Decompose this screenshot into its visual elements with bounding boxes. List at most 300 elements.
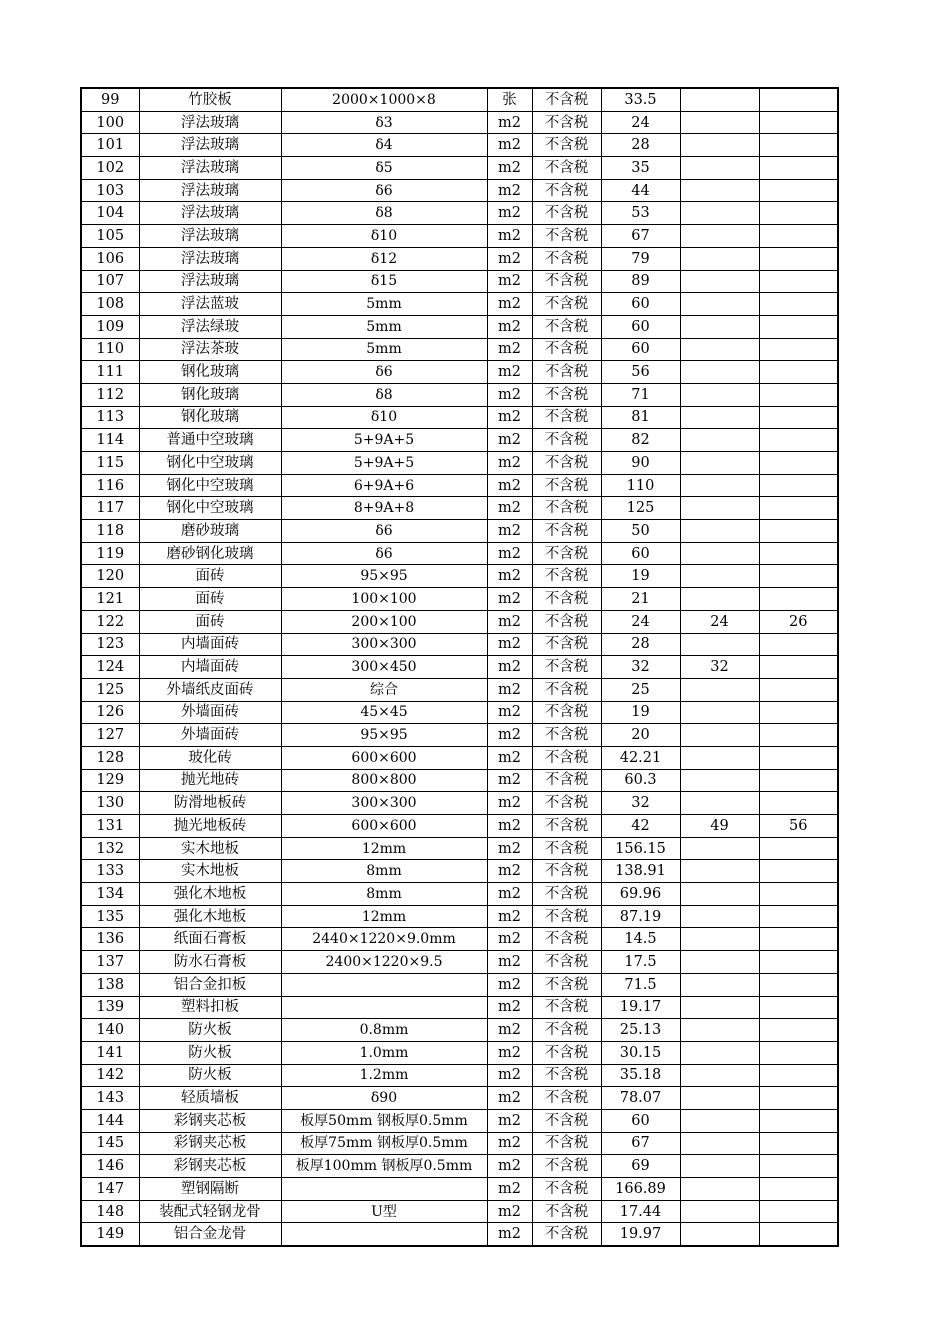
cell-unit: 张 (487, 88, 532, 111)
cell-item-number: 141 (81, 1041, 139, 1064)
table-row (81, 111, 838, 134)
cell-specification: 板厚75mm 钢板厚0.5mm (281, 1132, 487, 1155)
cell-item-number: 143 (81, 1087, 139, 1110)
cell-price: 35 (601, 157, 680, 180)
cell-tax-status: 不含税 (532, 883, 601, 906)
cell-tax-status: 不含税 (532, 111, 601, 134)
cell-material-name: 普通中空玻璃 (139, 429, 281, 452)
cell-unit: m2 (487, 1109, 532, 1132)
cell-unit: m2 (487, 905, 532, 928)
cell-price-3 (759, 202, 838, 225)
cell-price: 30.15 (601, 1041, 680, 1064)
cell-item-number: 115 (81, 452, 139, 475)
table-row (81, 542, 838, 565)
cell-price-3 (759, 497, 838, 520)
cell-tax-status: 不含税 (532, 1200, 601, 1223)
cell-tax-status: 不含税 (532, 338, 601, 361)
table-row (81, 179, 838, 202)
cell-price-2 (680, 542, 759, 565)
table-row (81, 1064, 838, 1087)
table-row (81, 315, 838, 338)
table-row (81, 429, 838, 452)
cell-unit: m2 (487, 134, 532, 157)
cell-unit: m2 (487, 1200, 532, 1223)
cell-unit: m2 (487, 1041, 532, 1064)
cell-material-name: 强化木地板 (139, 905, 281, 928)
cell-unit: m2 (487, 746, 532, 769)
cell-unit: m2 (487, 452, 532, 475)
cell-unit: m2 (487, 383, 532, 406)
cell-specification (281, 1223, 487, 1246)
table-row (81, 293, 838, 316)
table-row (81, 905, 838, 928)
cell-tax-status: 不含税 (532, 542, 601, 565)
cell-material-name: 防火板 (139, 1041, 281, 1064)
table-row (81, 383, 838, 406)
cell-price-2 (680, 928, 759, 951)
cell-specification: 95×95 (281, 724, 487, 747)
cell-unit: m2 (487, 565, 532, 588)
cell-price: 24 (601, 610, 680, 633)
cell-price-2: 24 (680, 610, 759, 633)
cell-price-3 (759, 973, 838, 996)
cell-price-3 (759, 678, 838, 701)
cell-price-3 (759, 883, 838, 906)
cell-tax-status: 不含税 (532, 905, 601, 928)
table-row (81, 406, 838, 429)
cell-item-number: 99 (81, 88, 139, 111)
table-row (81, 746, 838, 769)
cell-price-2 (680, 520, 759, 543)
cell-unit: m2 (487, 724, 532, 747)
cell-unit: m2 (487, 973, 532, 996)
cell-tax-status: 不含税 (532, 361, 601, 384)
cell-item-number: 117 (81, 497, 139, 520)
cell-price-2 (680, 1087, 759, 1110)
cell-price-2 (680, 111, 759, 134)
cell-price-3 (759, 656, 838, 679)
cell-price: 69.96 (601, 883, 680, 906)
cell-material-name: 浮法玻璃 (139, 179, 281, 202)
cell-unit: m2 (487, 1178, 532, 1201)
cell-material-name: 磨砂玻璃 (139, 520, 281, 543)
table-row (81, 338, 838, 361)
cell-specification: U型 (281, 1200, 487, 1223)
table-row (81, 1019, 838, 1042)
cell-price: 78.07 (601, 1087, 680, 1110)
cell-price: 67 (601, 225, 680, 248)
cell-tax-status: 不含税 (532, 996, 601, 1019)
cell-price: 69 (601, 1155, 680, 1178)
cell-price-2 (680, 951, 759, 974)
cell-material-name: 浮法蓝玻 (139, 293, 281, 316)
cell-unit: m2 (487, 860, 532, 883)
cell-price-3 (759, 1200, 838, 1223)
cell-unit: m2 (487, 1019, 532, 1042)
table-row (81, 656, 838, 679)
cell-price: 79 (601, 247, 680, 270)
cell-material-name: 磨砂钢化玻璃 (139, 542, 281, 565)
cell-specification: δ10 (281, 225, 487, 248)
cell-material-name: 强化木地板 (139, 883, 281, 906)
cell-price-3 (759, 837, 838, 860)
cell-tax-status: 不含税 (532, 656, 601, 679)
cell-item-number: 119 (81, 542, 139, 565)
cell-material-name: 浮法玻璃 (139, 270, 281, 293)
table-row (81, 497, 838, 520)
cell-item-number: 124 (81, 656, 139, 679)
cell-price: 24 (601, 111, 680, 134)
cell-unit: m2 (487, 883, 532, 906)
cell-specification: 600×600 (281, 746, 487, 769)
cell-specification: δ6 (281, 179, 487, 202)
cell-unit: m2 (487, 406, 532, 429)
cell-price-3 (759, 724, 838, 747)
cell-price-3 (759, 452, 838, 475)
cell-material-name: 浮法绿玻 (139, 315, 281, 338)
cell-unit: m2 (487, 429, 532, 452)
cell-tax-status: 不含税 (532, 610, 601, 633)
cell-unit: m2 (487, 474, 532, 497)
cell-material-name: 彩钢夹芯板 (139, 1132, 281, 1155)
cell-price-2: 49 (680, 815, 759, 838)
cell-material-name: 实木地板 (139, 860, 281, 883)
cell-price-3 (759, 633, 838, 656)
cell-tax-status: 不含税 (532, 474, 601, 497)
cell-unit: m2 (487, 815, 532, 838)
cell-material-name: 钢化玻璃 (139, 406, 281, 429)
cell-price: 60 (601, 542, 680, 565)
cell-material-name: 钢化玻璃 (139, 361, 281, 384)
cell-material-name: 铝合金扣板 (139, 973, 281, 996)
table-row (81, 1041, 838, 1064)
cell-price-3: 26 (759, 610, 838, 633)
cell-item-number: 120 (81, 565, 139, 588)
table-row (81, 1223, 838, 1246)
cell-price: 17.5 (601, 951, 680, 974)
cell-price-3 (759, 1109, 838, 1132)
cell-price: 19 (601, 701, 680, 724)
cell-price: 125 (601, 497, 680, 520)
cell-tax-status: 不含税 (532, 1155, 601, 1178)
cell-unit: m2 (487, 202, 532, 225)
cell-price-3 (759, 293, 838, 316)
cell-specification: 95×95 (281, 565, 487, 588)
cell-specification: 1.0mm (281, 1041, 487, 1064)
cell-item-number: 133 (81, 860, 139, 883)
cell-price-2 (680, 497, 759, 520)
cell-price-2 (680, 996, 759, 1019)
cell-price: 60 (601, 1109, 680, 1132)
cell-price-2 (680, 293, 759, 316)
cell-item-number: 128 (81, 746, 139, 769)
cell-material-name: 钢化中空玻璃 (139, 497, 281, 520)
cell-price: 42 (601, 815, 680, 838)
cell-unit: m2 (487, 270, 532, 293)
cell-price-2 (680, 837, 759, 860)
cell-price-3 (759, 247, 838, 270)
cell-item-number: 147 (81, 1178, 139, 1201)
cell-tax-status: 不含税 (532, 497, 601, 520)
cell-specification: 8mm (281, 883, 487, 906)
table-row (81, 225, 838, 248)
cell-price: 110 (601, 474, 680, 497)
cell-unit: m2 (487, 1155, 532, 1178)
cell-specification: 8mm (281, 860, 487, 883)
cell-tax-status: 不含税 (532, 792, 601, 815)
cell-specification: δ10 (281, 406, 487, 429)
cell-price: 156.15 (601, 837, 680, 860)
table-row (81, 769, 838, 792)
cell-material-name: 内墙面砖 (139, 656, 281, 679)
cell-price-3 (759, 179, 838, 202)
cell-price-2 (680, 1223, 759, 1246)
cell-tax-status: 不含税 (532, 225, 601, 248)
cell-unit: m2 (487, 837, 532, 860)
cell-specification: δ4 (281, 134, 487, 157)
cell-item-number: 121 (81, 588, 139, 611)
table-row (81, 1087, 838, 1110)
cell-unit: m2 (487, 315, 532, 338)
cell-price-2 (680, 1109, 759, 1132)
cell-item-number: 118 (81, 520, 139, 543)
cell-price-3 (759, 746, 838, 769)
cell-unit: m2 (487, 656, 532, 679)
cell-material-name: 内墙面砖 (139, 633, 281, 656)
cell-price: 82 (601, 429, 680, 452)
cell-price-2 (680, 678, 759, 701)
table-row (81, 633, 838, 656)
cell-tax-status: 不含税 (532, 293, 601, 316)
cell-price: 28 (601, 134, 680, 157)
cell-item-number: 111 (81, 361, 139, 384)
cell-price-3 (759, 383, 838, 406)
cell-material-name: 彩钢夹芯板 (139, 1155, 281, 1178)
cell-tax-status: 不含税 (532, 1178, 601, 1201)
cell-specification: 100×100 (281, 588, 487, 611)
cell-tax-status: 不含税 (532, 633, 601, 656)
cell-price-3 (759, 905, 838, 928)
cell-item-number: 107 (81, 270, 139, 293)
cell-price-2 (680, 1155, 759, 1178)
cell-price-3 (759, 270, 838, 293)
cell-price-2 (680, 769, 759, 792)
cell-tax-status: 不含税 (532, 429, 601, 452)
cell-tax-status: 不含税 (532, 247, 601, 270)
cell-item-number: 135 (81, 905, 139, 928)
table-row (81, 565, 838, 588)
cell-specification: 12mm (281, 837, 487, 860)
cell-price-2 (680, 860, 759, 883)
cell-specification: δ6 (281, 361, 487, 384)
cell-tax-status: 不含税 (532, 406, 601, 429)
cell-price: 60.3 (601, 769, 680, 792)
cell-material-name: 外墙面砖 (139, 724, 281, 747)
cell-material-name: 塑料扣板 (139, 996, 281, 1019)
cell-material-name: 塑钢隔断 (139, 1178, 281, 1201)
cell-specification: 6+9A+6 (281, 474, 487, 497)
table-row (81, 996, 838, 1019)
cell-specification: 45×45 (281, 701, 487, 724)
cell-item-number: 105 (81, 225, 139, 248)
cell-item-number: 142 (81, 1064, 139, 1087)
cell-specification: 板厚100mm 钢板厚0.5mm (281, 1155, 487, 1178)
cell-material-name: 防水石膏板 (139, 951, 281, 974)
cell-specification: 200×100 (281, 610, 487, 633)
cell-price-2 (680, 429, 759, 452)
cell-specification: 5mm (281, 293, 487, 316)
cell-price-3 (759, 361, 838, 384)
table-row (81, 1178, 838, 1201)
cell-tax-status: 不含税 (532, 88, 601, 111)
cell-material-name: 玻化砖 (139, 746, 281, 769)
cell-material-name: 外墙面砖 (139, 701, 281, 724)
cell-specification: 5mm (281, 315, 487, 338)
cell-item-number: 130 (81, 792, 139, 815)
cell-tax-status: 不含税 (532, 315, 601, 338)
table-row (81, 1132, 838, 1155)
cell-price: 21 (601, 588, 680, 611)
cell-material-name: 钢化玻璃 (139, 383, 281, 406)
cell-unit: m2 (487, 928, 532, 951)
cell-item-number: 140 (81, 1019, 139, 1042)
cell-unit: m2 (487, 293, 532, 316)
cell-price-3 (759, 315, 838, 338)
cell-material-name: 面砖 (139, 565, 281, 588)
cell-material-name: 浮法玻璃 (139, 134, 281, 157)
cell-price-2 (680, 1019, 759, 1042)
cell-price-3 (759, 225, 838, 248)
cell-specification: 300×300 (281, 633, 487, 656)
table-row (81, 1155, 838, 1178)
cell-unit: m2 (487, 792, 532, 815)
cell-price: 35.18 (601, 1064, 680, 1087)
cell-specification: δ6 (281, 542, 487, 565)
cell-unit: m2 (487, 542, 532, 565)
table-row (81, 88, 838, 111)
cell-item-number: 137 (81, 951, 139, 974)
cell-unit: m2 (487, 678, 532, 701)
table-body (81, 88, 838, 1246)
cell-unit: m2 (487, 1223, 532, 1246)
cell-price: 138.91 (601, 860, 680, 883)
cell-item-number: 100 (81, 111, 139, 134)
cell-unit: m2 (487, 633, 532, 656)
cell-item-number: 148 (81, 1200, 139, 1223)
cell-price: 90 (601, 452, 680, 475)
cell-specification: 600×600 (281, 815, 487, 838)
cell-tax-status: 不含税 (532, 1087, 601, 1110)
cell-specification: δ15 (281, 270, 487, 293)
cell-price-3 (759, 860, 838, 883)
cell-specification: 5+9A+5 (281, 452, 487, 475)
cell-item-number: 114 (81, 429, 139, 452)
cell-price: 89 (601, 270, 680, 293)
table-row (81, 610, 838, 633)
cell-price-3 (759, 996, 838, 1019)
cell-price: 28 (601, 633, 680, 656)
cell-item-number: 112 (81, 383, 139, 406)
cell-price-2 (680, 406, 759, 429)
cell-price-3 (759, 429, 838, 452)
cell-item-number: 149 (81, 1223, 139, 1246)
cell-specification: 12mm (281, 905, 487, 928)
cell-tax-status: 不含税 (532, 565, 601, 588)
cell-unit: m2 (487, 701, 532, 724)
cell-price: 50 (601, 520, 680, 543)
cell-tax-status: 不含税 (532, 1109, 601, 1132)
cell-tax-status: 不含税 (532, 724, 601, 747)
cell-tax-status: 不含税 (532, 1064, 601, 1087)
table-row (81, 1200, 838, 1223)
table-row (81, 883, 838, 906)
cell-item-number: 101 (81, 134, 139, 157)
cell-price-3 (759, 769, 838, 792)
cell-price-3 (759, 928, 838, 951)
cell-price-3 (759, 1223, 838, 1246)
cell-price-2 (680, 883, 759, 906)
cell-price-2 (680, 247, 759, 270)
cell-price-2 (680, 1132, 759, 1155)
cell-price-2 (680, 452, 759, 475)
cell-price: 44 (601, 179, 680, 202)
cell-price-2 (680, 724, 759, 747)
cell-unit: m2 (487, 1087, 532, 1110)
cell-specification (281, 996, 487, 1019)
cell-price-3 (759, 474, 838, 497)
cell-specification: δ6 (281, 520, 487, 543)
cell-price: 19.97 (601, 1223, 680, 1246)
cell-price: 87.19 (601, 905, 680, 928)
cell-material-name: 抛光地砖 (139, 769, 281, 792)
cell-specification: δ3 (281, 111, 487, 134)
cell-price: 53 (601, 202, 680, 225)
cell-price-2 (680, 973, 759, 996)
cell-material-name: 浮法玻璃 (139, 225, 281, 248)
cell-tax-status: 不含税 (532, 588, 601, 611)
cell-tax-status: 不含税 (532, 520, 601, 543)
cell-specification: 综合 (281, 678, 487, 701)
cell-item-number: 126 (81, 701, 139, 724)
cell-tax-status: 不含税 (532, 1132, 601, 1155)
cell-tax-status: 不含税 (532, 701, 601, 724)
cell-price-2 (680, 474, 759, 497)
cell-price-2 (680, 179, 759, 202)
cell-price-3 (759, 792, 838, 815)
cell-tax-status: 不含税 (532, 452, 601, 475)
cell-item-number: 131 (81, 815, 139, 838)
cell-unit: m2 (487, 338, 532, 361)
cell-item-number: 103 (81, 179, 139, 202)
cell-price-2 (680, 1178, 759, 1201)
cell-unit: m2 (487, 361, 532, 384)
cell-price: 19.17 (601, 996, 680, 1019)
cell-price-2 (680, 157, 759, 180)
cell-price: 19 (601, 565, 680, 588)
cell-price-2 (680, 905, 759, 928)
cell-price-3 (759, 157, 838, 180)
cell-price-2 (680, 270, 759, 293)
cell-specification: 1.2mm (281, 1064, 487, 1087)
cell-tax-status: 不含税 (532, 928, 601, 951)
cell-specification: 0.8mm (281, 1019, 487, 1042)
cell-price-2 (680, 338, 759, 361)
cell-item-number: 104 (81, 202, 139, 225)
cell-tax-status: 不含税 (532, 973, 601, 996)
cell-unit: m2 (487, 111, 532, 134)
cell-tax-status: 不含税 (532, 1041, 601, 1064)
cell-tax-status: 不含税 (532, 134, 601, 157)
